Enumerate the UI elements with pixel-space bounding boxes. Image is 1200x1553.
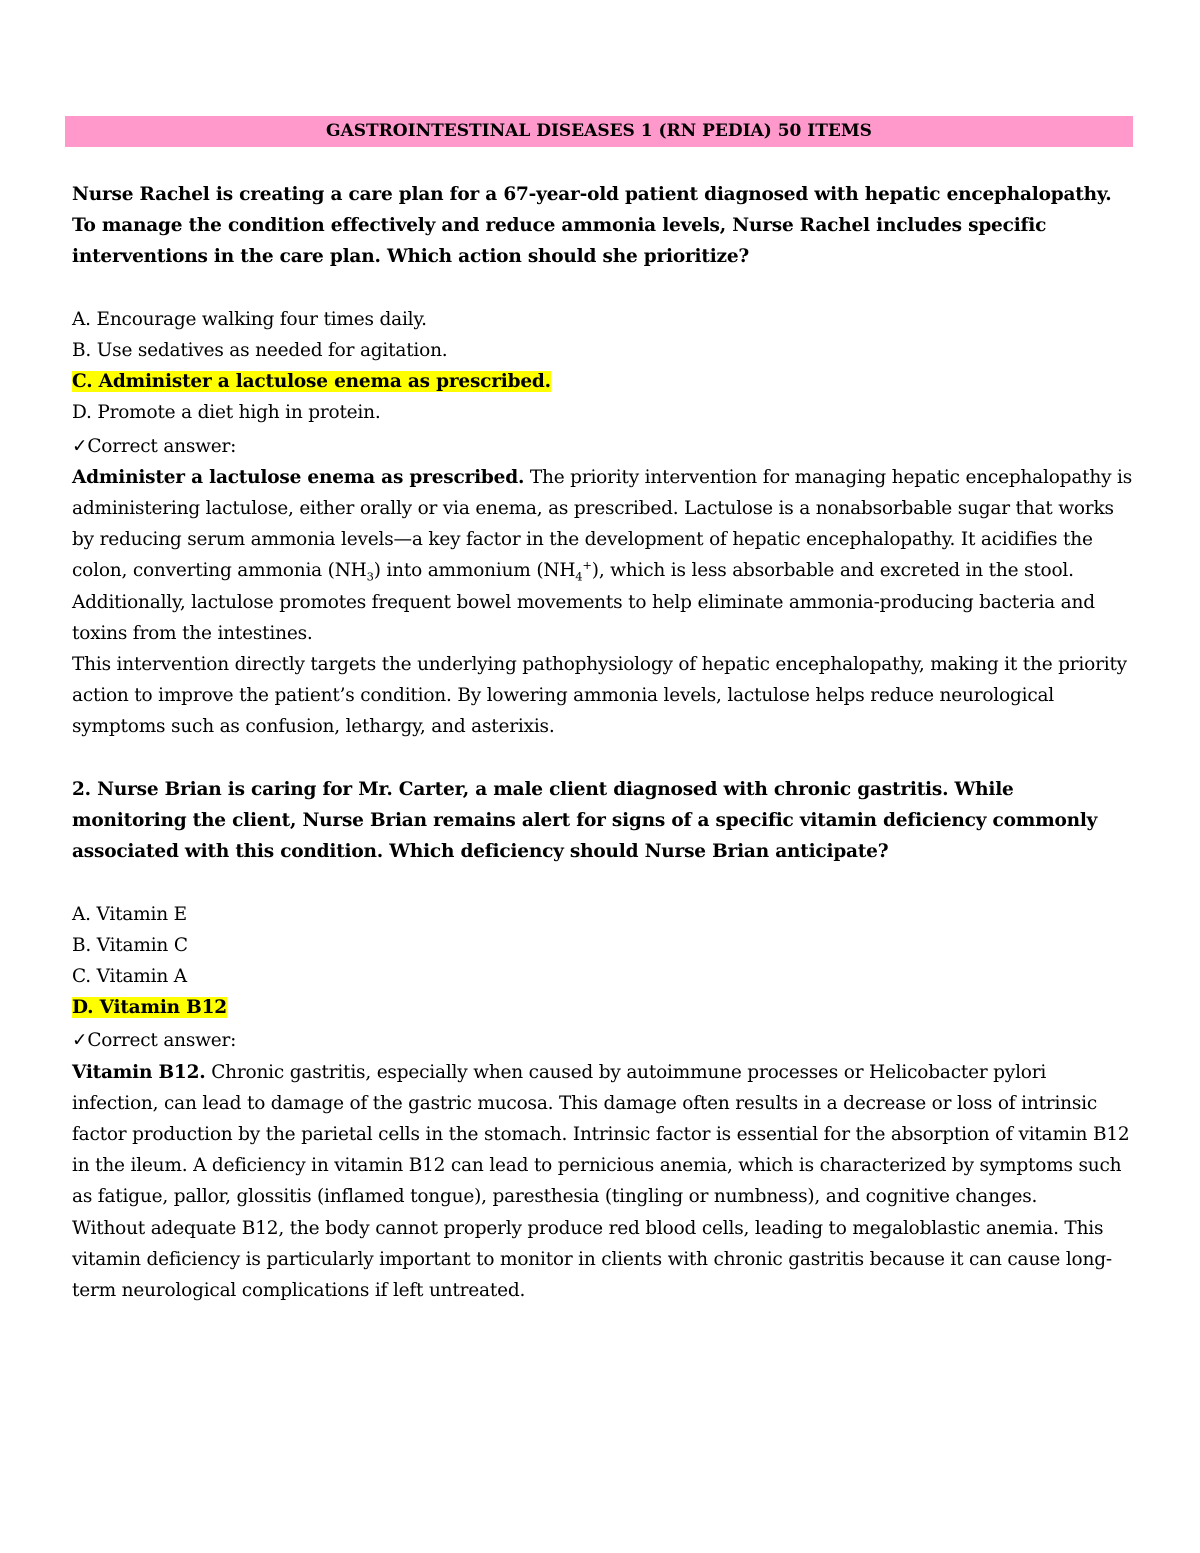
rationale-text: The priority intervention for managing hepatic encephalopathy is administering lactulose, either orally or via enema, as prescribed. Lactulose is a nonabsorbable sugar that works by reducing serum ammonia levels—a key factor in the development of hepatic encephalopathy. It acidifies the colon, converting ammonia (NH: [72, 466, 1133, 582]
subscript-4: 4: [575, 570, 583, 585]
question-1-answer-bold: Administer a lactulose enema as prescribed.: [72, 466, 525, 488]
question-2-answer-bold: Vitamin B12.: [72, 1061, 206, 1083]
question-2-correct-answer-label: [72, 1025, 1134, 1056]
question-2-text: 2. Nurse Brian is caring for Mr. Carter, a male client diagnosed with chronic gastritis. While monitoring the client, Nurse Brian remains alert for signs of a specific vitamin deficiency commonly associated with this condition. Which deficiency should Nurse Brian anticipate?: [72, 778, 1098, 863]
checkmark-icon: ✓: [72, 1030, 88, 1052]
document-body: [72, 179, 1134, 1306]
correct-answer-label: Correct answer:: [87, 435, 237, 457]
rationale-text: ) into ammonium (NH: [373, 560, 576, 582]
question-1-rationale-2: This intervention directly targets the underlying pathophysiology of hepatic encephalopathy, making it the priority action to improve the patient’s condition. By lowering ammonia levels, lactulose helps reduce neurological symptoms such as confusion, lethargy, and asterixis.: [72, 654, 1127, 738]
document-title: GASTROINTESTINAL DISEASES 1 (RN PEDIA) 50 ITEMS: [65, 116, 1133, 147]
question-2-rationale-2: Without adequate B12, the body cannot properly produce red blood cells, leading to megaloblastic anemia. This vitamin deficiency is particularly important to monitor in clients with chronic gastritis because it can cause long-term neurological complications if left untreated.: [72, 1217, 1112, 1302]
question-1-text: Nurse Rachel is creating a care plan for a 67-year-old patient diagnosed with hepatic encephalopathy. To manage the condition effectively and reduce ammonia levels, Nurse Rachel includes specific interventions in the care plan. Which action should she prioritize?: [72, 184, 1112, 268]
question-2-option-b: B. Vitamin C: [72, 934, 188, 956]
question-2-option-d-highlighted: D. Vitamin B12: [72, 997, 227, 1019]
subscript-3: 3: [366, 570, 374, 585]
question-2-option-c: C. Vitamin A: [72, 966, 187, 988]
rationale-text: Chronic gastritis, especially when caused by autoimmune processes or Helicobacter pylori infection, can lead to damage of the gastric mucosa. This damage often results in a decrease or loss of intrinsic factor production by the parietal cells in the stomach. Intrinsic factor is essential for the absorption of vitamin B12 in the ileum. A deficiency in vitamin B12 can lead to pernicious anemia, which is characterized by symptoms such as fatigue, pallor, glossitis (inflamed tongue), paresthesia (tingling or numbness), and cognitive changes.: [72, 1061, 1130, 1208]
checkmark-icon: ✓: [72, 435, 88, 457]
correct-answer-label: Correct answer:: [87, 1030, 237, 1052]
rationale-text: ), which is less absorbable and excreted in the stool. Additionally, lactulose promotes frequent bowel movements to help eliminate ammonia-producing bacteria and toxins from the intestines.: [72, 560, 1095, 644]
question-1-rationale: [72, 462, 1134, 649]
question-1-correct-answer-label: [72, 431, 1134, 462]
question-1-option-a: A. Encourage walking four times daily.: [72, 308, 427, 330]
question-1-option-d: D. Promote a diet high in protein.: [72, 402, 381, 424]
question-1-option-c-highlighted: C. Administer a lactulose enema as prescribed.: [72, 371, 551, 393]
superscript-plus: +: [582, 558, 592, 573]
question-2-rationale: [72, 1057, 1134, 1213]
question-2-option-a: A. Vitamin E: [72, 903, 187, 925]
question-1-option-b: B. Use sedatives as needed for agitation.: [72, 340, 448, 361]
